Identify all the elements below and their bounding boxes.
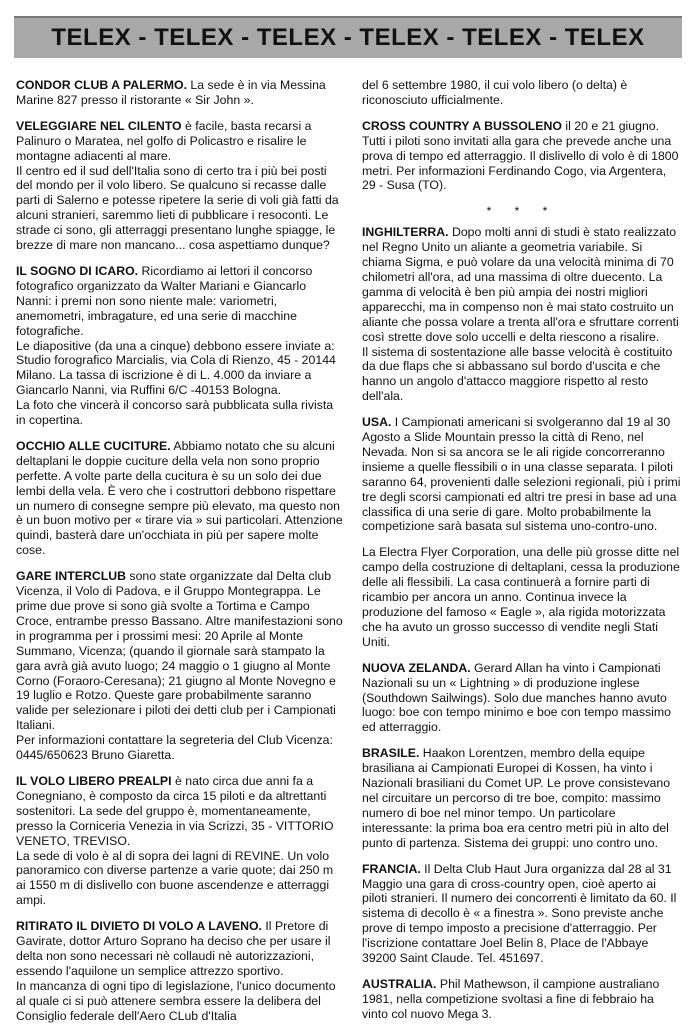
news-item bbox=[362, 225, 682, 404]
news-paragraph bbox=[16, 339, 344, 399]
news-body-text: I Campionati americani si svolgeranno dal 19 al 30 Agosto a Slide Mountain presso la città di Reno, nel Nevada. Non si sa ancora se le ali rigide concorreranno insieme a quelle flessibili o in una classe separata. I piloti saranno 64, provenienti dalle selezioni regionali, più i primi tre degli scorsi campionati ed altri tre presi in base ad una classifica di una serie di gare. Molto probabilmente la competizione sarà basata sul sistema uno-contro-uno. bbox=[362, 415, 681, 534]
news-paragraph bbox=[362, 119, 682, 194]
news-paragraph bbox=[16, 164, 344, 253]
news-headline: VELEGGIARE NEL CILENTO bbox=[16, 118, 182, 133]
news-headline: USA. bbox=[362, 415, 392, 430]
news-body-text: Haakon Lorentzen, membro della equipe brasiliana ai Campionati Europei di Kossen, ha vinto i Nazionali brasiliani du Comet UP. Le prove consistevano nel circuitare un percorso di tre boe, compito: massimo numero di boe nel minor tempo. Un particolare interessante: la prima boa era centro metri più in alto del punto di partenza. Sistema dei gruppi: uno contro uno. bbox=[362, 746, 671, 850]
news-item bbox=[362, 545, 682, 649]
news-body-text: Dopo molti anni di studi è stato realizzato nel Regno Unito un aliante a geometria variabile. Si chiama Sigma, e può volare da una velocità minima di 70 chilometri all'ora, ad una massima di oltre duecento. La gamma di velocità è ben più ampia dei nostri migliori apparecchi, ma in compenso non è mai stato costruito un aliante che possa volare a trenta all'ora e sfruttare correnti così strette dove solo uccelli e delta riescono a risalire. bbox=[362, 225, 679, 344]
news-paragraph bbox=[16, 78, 344, 108]
news-item bbox=[362, 661, 682, 736]
news-item bbox=[16, 919, 344, 1023]
news-body-text: il 20 e 21 giugno. Tutti i piloti sono invitati alla gara che prevede anche una prova di tempo ed atterraggio. Il dislivello di volo è di 1800 metri. Per informazioni Ferdinando Cogo, via Argentera, 29 - Susa (TO). bbox=[362, 118, 679, 193]
news-paragraph bbox=[16, 979, 344, 1024]
news-body-text: Le diapositive (da una a cinque) debbono essere inviate a: Studio forografico Marcialis, via Cola di Rienzo, 45 - 20144 Milano. La tassa di iscrizione è di L. 4.000 da inviare a Giancarlo Nanni, via Ruffini 6/C -40153 Bologna. bbox=[16, 338, 336, 398]
news-body-text: Il Pretore di Gavirate, dottor Arturo Soprano ha deciso che per usare il delta non sono necessari nè collaudi nè autorizzazioni, essendo l'aquilone un semplice attrezzo sportivo. bbox=[16, 919, 331, 978]
news-headline: AUSTRALIA. bbox=[362, 976, 437, 991]
news-body-text: Il Delta Club Haut Jura organizza dal 28 al 31 Maggio una gara di cross-country open, cioè aperto ai piloti stranieri. Il numero dei concorrenti è limitato da 60. Il sistema di decollo è « a finestra ». Sono previste anche prove di tempo imposto a precisione d'atterraggio. Per l'iscrizione contattare Joel Belin 8, Place de l'Abbaye 39200 Saint Claude. Tel. 451697. bbox=[362, 861, 677, 966]
news-paragraph bbox=[362, 225, 682, 344]
news-item bbox=[362, 746, 682, 850]
news-body-text: La foto che vincerà il concorso sarà pubblicata sulla rivista in copertina. bbox=[16, 398, 334, 428]
news-item bbox=[16, 774, 344, 908]
news-paragraph bbox=[362, 661, 682, 736]
news-body-text: Phil Mathewson, il campione australiano 1981, nella competizione svoltasi a fine di febbraio ha vinto col nuovo Mega 3. bbox=[362, 976, 660, 1021]
news-headline: CROSS COUNTRY A BUSSOLENO bbox=[362, 118, 562, 133]
news-body-text: sono state organizzate dal Delta club Vicenza, il Volo di Padova, e il Gruppo Montegrappa. Le prime due prove si sono già svolte a Tortima e Campo Croce, entrambe presso Bassano. Altre manifestazioni sono in programma per i prossimi mesi: 20 Aprile al Monte Summano, Vicenza; (quando il giornale sarà stampato la gara avrà già avuto luogo; 24 maggio o 1 giugno al Monte Corno (Foraoro-Ceresana); 21 giugno al Monte Novegno e 19 luglio e Rotzo. Queste gare probabilmente saranno valide per selezionare i piloti dei detti club per i Campionati Italiani. bbox=[16, 569, 343, 733]
news-paragraph bbox=[16, 119, 344, 164]
news-headline: IL VOLO LIBERO PREALPI bbox=[16, 773, 172, 788]
news-paragraph bbox=[362, 746, 682, 850]
news-headline: GARE INTERCLUB bbox=[16, 569, 126, 584]
news-body-text: Gerard Allan ha vinto i Campionati Nazionali su un « Lightning » di produzione inglese (Southdown Sailwings). Solo due manches hanno avuto luogo: boe con tempo minimo e boe con tempo massimo ed atterraggio. bbox=[362, 660, 671, 735]
news-headline: BRASILE. bbox=[362, 746, 420, 761]
news-item bbox=[16, 569, 344, 763]
news-paragraph bbox=[362, 545, 682, 649]
news-paragraph bbox=[362, 415, 682, 534]
news-paragraph bbox=[16, 398, 344, 428]
news-headline: INGHILTERRA. bbox=[362, 225, 449, 240]
news-item bbox=[362, 78, 682, 108]
left-column bbox=[16, 78, 344, 1034]
news-body-text: La sede è in via Messina Marine 827 presso il ristorante « Sir John ». bbox=[16, 78, 326, 107]
news-paragraph bbox=[16, 569, 344, 733]
news-item bbox=[16, 78, 344, 108]
news-body-text: In mancanza di ogni tipo di legislazione, l'unico documento al quale ci si può attenere sembra essere la delibera del Consiglio federale dell'Aero CLub d'Italia bbox=[16, 978, 336, 1023]
news-body-text: La sede di volo è al di sopra dei lagni di REVINE. Un volo panoramico con diverse partenze a varie quote; dai 250 m ai 1550 m di dislivello con buone ascendenze e atterraggi ampi. bbox=[16, 848, 334, 908]
news-item bbox=[362, 977, 682, 1022]
news-paragraph bbox=[362, 345, 682, 405]
telex-banner: TELEX - TELEX - TELEX - TELEX - TELEX - TELEX bbox=[14, 16, 682, 58]
news-paragraph bbox=[16, 849, 344, 909]
news-item bbox=[362, 119, 682, 194]
news-headline: FRANCIA. bbox=[362, 861, 421, 876]
news-item bbox=[362, 862, 682, 966]
news-body-text: è nato circa due anni fa a Conegniano, è composto da circa 15 piloti e da altrettanti sostenitori. La sede del gruppo è, momentaneamente, presso la Corniceria Venezia in via Scrizzi, 35 - VITTORIO VENETO, TREVISO. bbox=[16, 773, 334, 848]
news-headline: IL SOGNO DI ICARO. bbox=[16, 263, 139, 278]
news-body-text: Ricordiamo ai lettori il concorso fotografico organizzato da Walter Mariani e Giancarlo Nanni: i premi non sono niente male: variometri, anemometri, imbragature, ed una serie di macchine fotografiche. bbox=[16, 263, 313, 338]
news-headline: RITIRATO IL DIVIETO DI VOLO A LAVENO. bbox=[16, 919, 262, 934]
news-paragraph bbox=[362, 862, 682, 966]
news-paragraph bbox=[16, 264, 344, 339]
news-body-text: Abbiamo notato che su alcuni deltaplani le doppie cuciture della vela non sono proprio perfette. A volte parte della cucitura è su un solo dei due lembi della vela. È vero che i costruttori debbono rispettare un numero di consegne sempre più elevato, ma questo non è un buon motivo per « tirare via » sui particolari. Attenzione quindi, basterà dare un'occhiata in più per sapere molte cose. bbox=[16, 438, 343, 558]
news-item bbox=[16, 264, 344, 428]
news-item bbox=[362, 415, 682, 534]
news-headline: OCCHIO ALLE CUCITURE. bbox=[16, 438, 171, 453]
news-paragraph bbox=[362, 977, 682, 1022]
section-separator: * * * bbox=[486, 204, 558, 219]
news-paragraph bbox=[16, 733, 344, 763]
news-body-text: La Electra Flyer Corporation, una delle più grosse ditte nel campo della costruzione di deltaplani, cessa la produzione delle ali flessibili. La casa continuerà a fornire parti di ricambio per ancora un anno. Continua invece la produzione del famoso « Eagle », ala rigida motorizzata che ha avuto un grosso successo di vendite negli Stati Uniti. bbox=[362, 545, 680, 649]
news-headline: NUOVA ZELANDA. bbox=[362, 660, 471, 675]
news-item bbox=[16, 439, 344, 558]
news-paragraph bbox=[16, 774, 344, 849]
right-column bbox=[362, 78, 682, 1033]
news-body-text: Il sistema di sostentazione alle basse velocità è costituito da due flaps che si abbassano sul bordo d'uscita e che hanno un angolo d'attacco maggiore rispetto al resto dell'ala. bbox=[362, 344, 673, 404]
news-headline: CONDOR CLUB A PALERMO. bbox=[16, 78, 188, 92]
news-paragraph bbox=[16, 919, 344, 979]
news-paragraph bbox=[16, 439, 344, 558]
news-item bbox=[16, 119, 344, 253]
news-body-text: Per informazioni contattare la segreteria del Club Vicenza: 0445/650623 Bruno Giaretta. bbox=[16, 733, 333, 763]
news-body-text: è facile, basta recarsi a Palinuro o Maratea, nel golfo di Policastro e risalire le montagne adiacenti al mare. bbox=[16, 118, 312, 163]
news-body-text: del 6 settembre 1980, il cui volo libero (o delta) è riconosciuto ufficialmente. bbox=[362, 78, 628, 107]
news-paragraph bbox=[362, 78, 682, 108]
news-body-text: Il centro ed il sud dell'Italia sono di certo tra i più bei posti del mondo per il volo libero. Se qualcuno si recasse dalle parti di Salerno e potesse ripetere la serie di voli già fatti da alcuni stranieri, saremmo lieti di pubblicare i resoconti. Le strade ci sono, gli atterraggi presentano lunghe spiagge, le brezze di mare non mancano... cosa aspettiamo dunque? bbox=[16, 163, 339, 253]
